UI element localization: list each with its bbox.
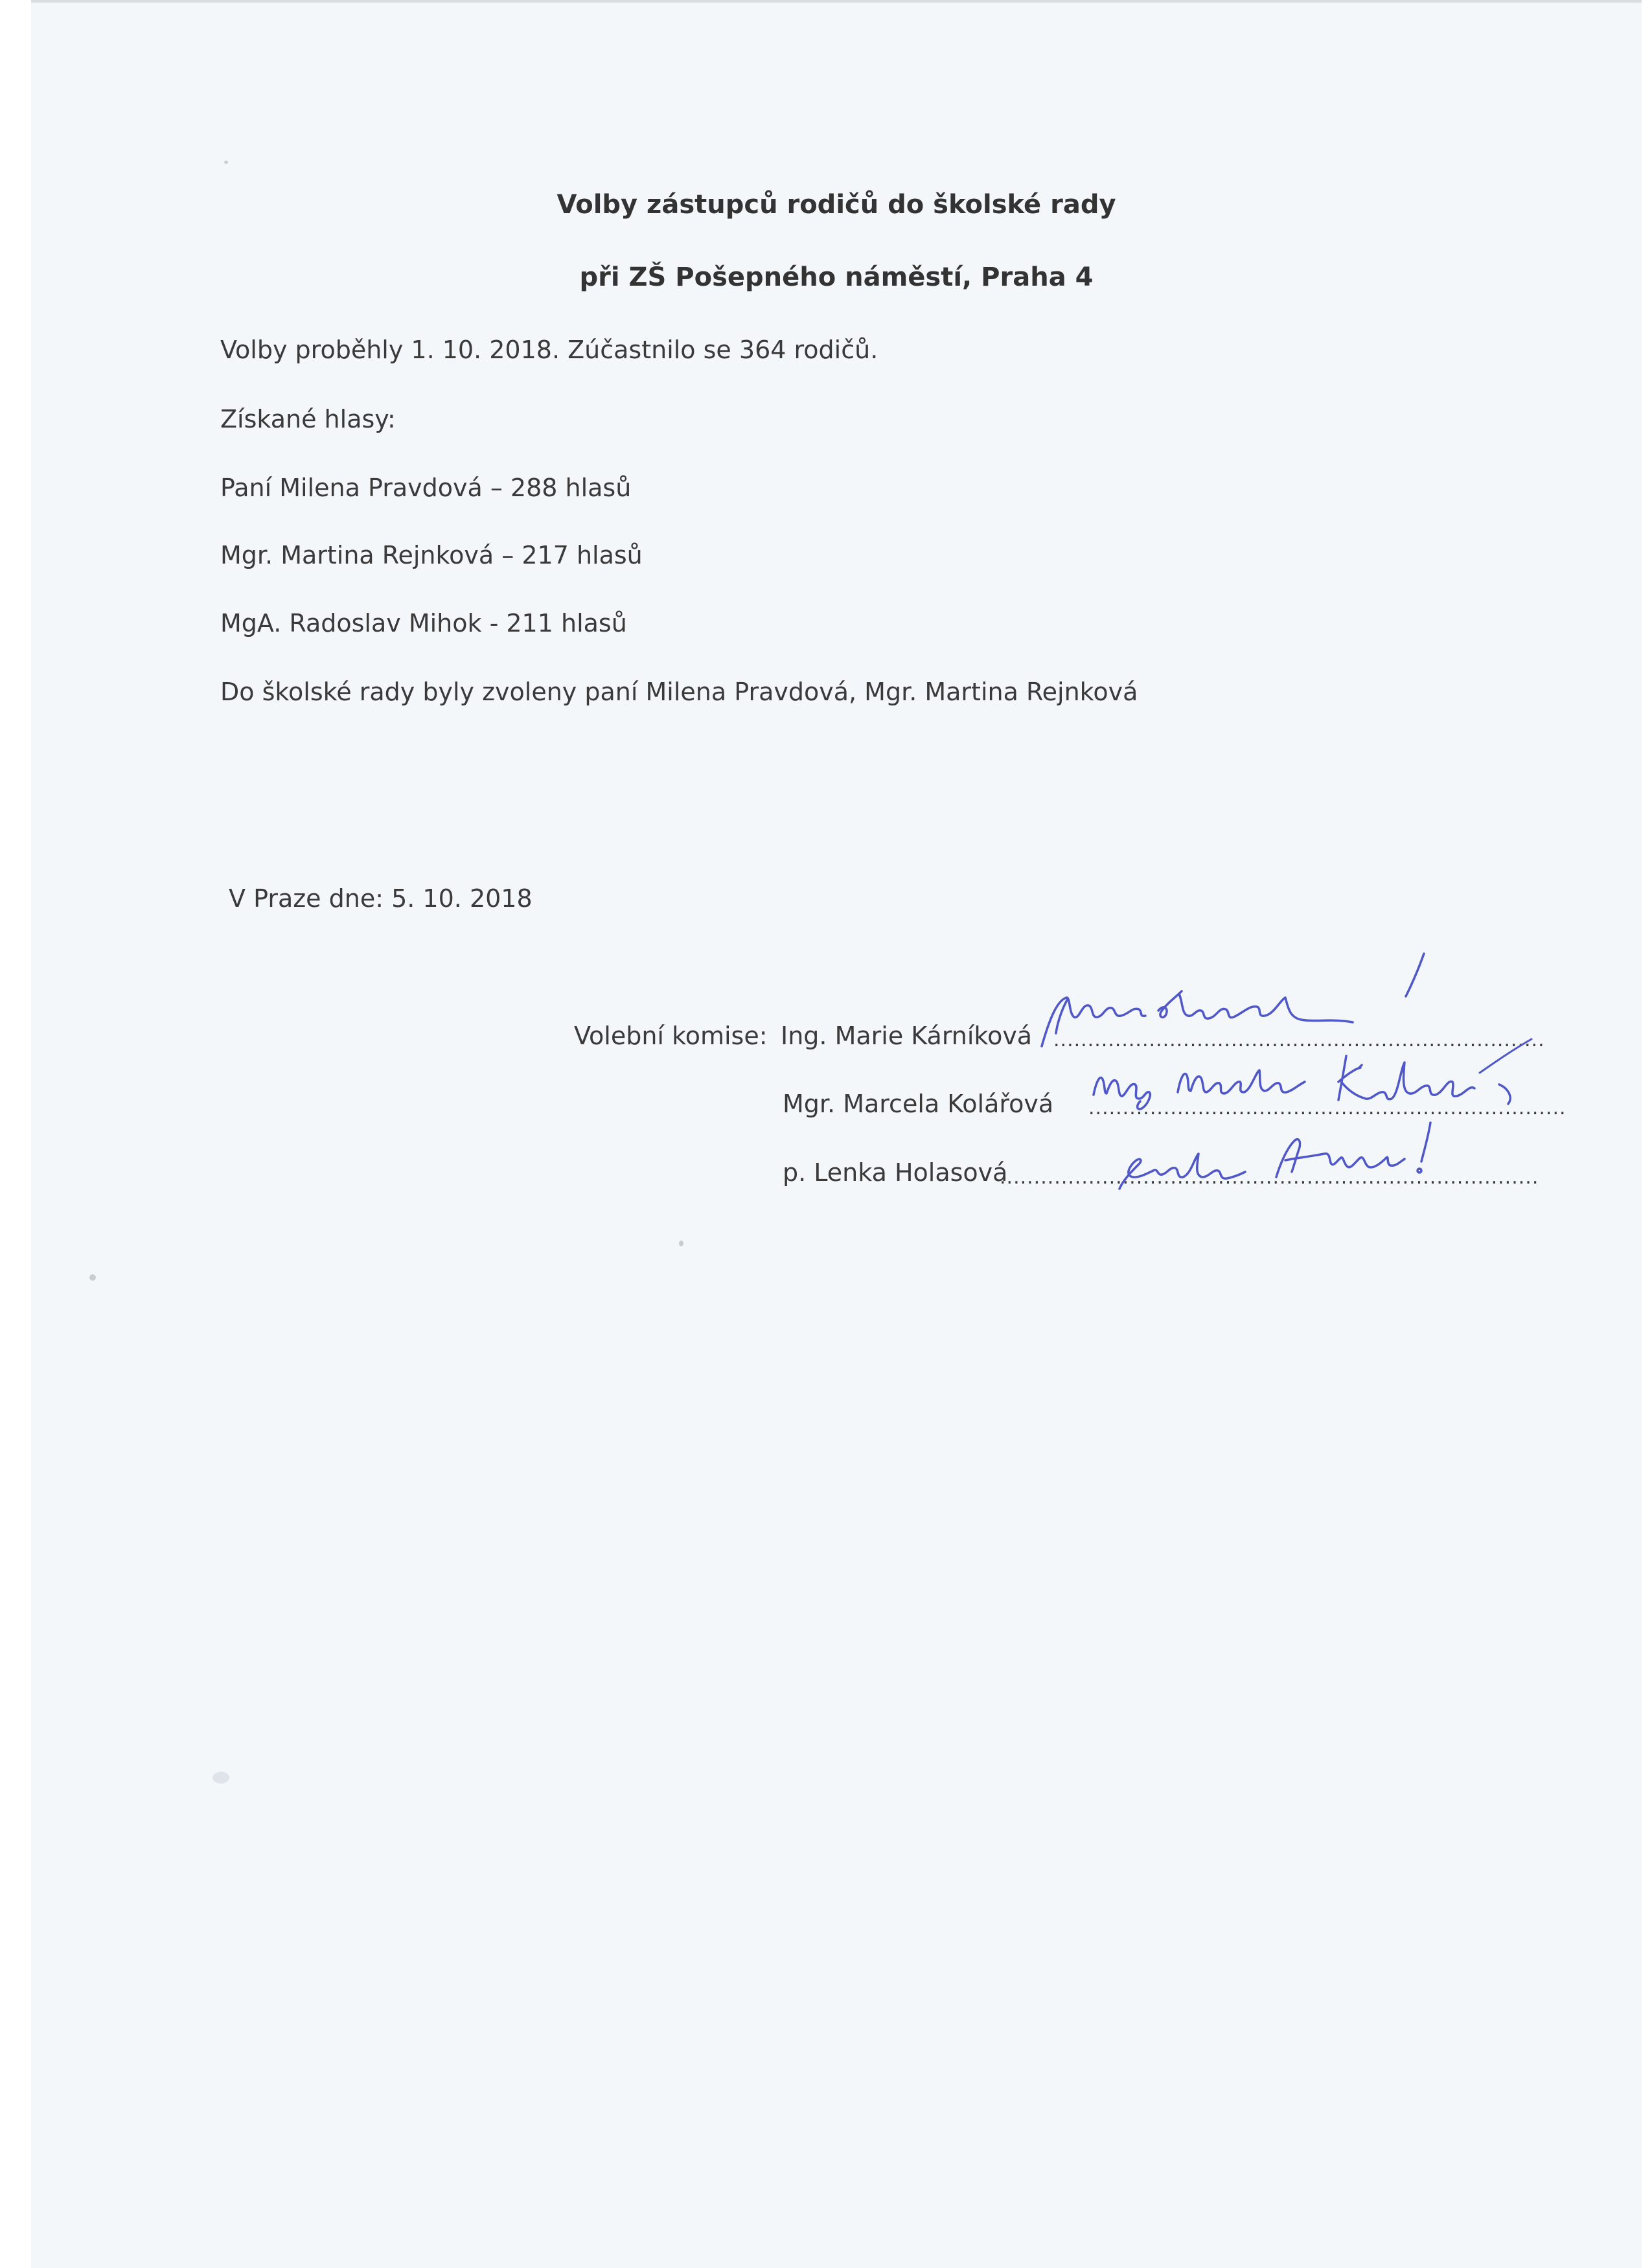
signature-line-3: ............................................................................... — [1000, 1166, 1539, 1189]
commission-member-2-name: Mgr. Marcela Kolářová — [783, 1090, 1054, 1118]
votes-heading: Získané hlasy: — [220, 405, 396, 433]
scan-speck — [224, 161, 228, 164]
candidate-result-2: Mgr. Martina Rejnková – 217 hlasů — [220, 541, 643, 569]
signature-3-strokes — [1119, 1123, 1430, 1189]
stray-pen-stroke — [1480, 1039, 1532, 1073]
scan-border-right — [1642, 0, 1652, 2268]
signature-line-2: ...................................................................... — [1088, 1097, 1566, 1119]
signature-1-strokes — [1042, 954, 1424, 1046]
scan-border-top — [31, 0, 1642, 3]
stray-pen-mark — [1477, 1037, 1535, 1075]
place-and-date: V Praze dne: 5. 10. 2018 — [229, 884, 533, 913]
signature-line-1: ........................................................................ — [1053, 1029, 1545, 1051]
document-subtitle: při ZŠ Pošepného náměstí, Praha 4 — [579, 262, 1094, 292]
election-result: Do školské rady byly zvoleny paní Milena Pravdová, Mgr. Martina Rejnková — [220, 678, 1138, 706]
candidate-result-3: MgA. Radoslav Mihok - 211 hlasů — [220, 609, 627, 637]
document-title: Volby zástupců rodičů do školské rady — [556, 190, 1116, 220]
commission-member-1-name: Ing. Marie Kárníková — [781, 1022, 1033, 1050]
scan-speck — [679, 1241, 683, 1246]
scan-border-left — [0, 0, 31, 2268]
signature-3 — [1107, 1117, 1469, 1202]
candidate-result-1: Paní Milena Pravdová – 288 hlasů — [220, 474, 632, 502]
signature-2-strokes — [1094, 1056, 1510, 1109]
commission-label: Volební komise: — [574, 1022, 768, 1050]
document-page — [31, 0, 1642, 2268]
scan-speck — [212, 1772, 229, 1783]
election-intro: Volby proběhly 1. 10. 2018. Zúčastnilo se 364 rodičů. — [220, 336, 878, 364]
scan-speck — [89, 1274, 96, 1281]
commission-member-3-name: p. Lenka Holasová — [783, 1158, 1008, 1187]
